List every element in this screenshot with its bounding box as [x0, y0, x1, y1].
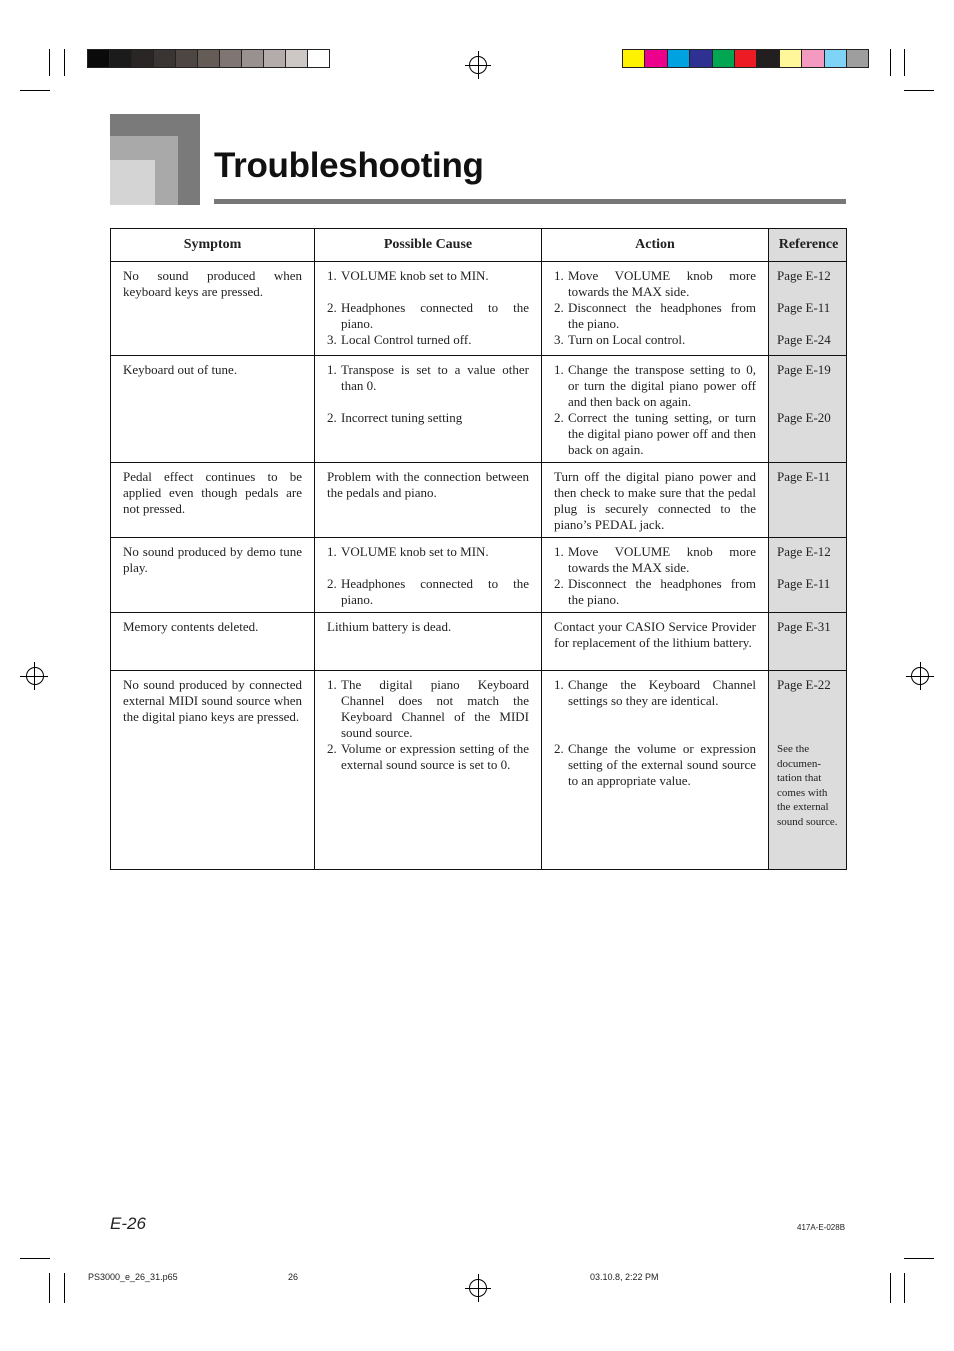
table-row [111, 538, 847, 613]
sheet-number: 26 [288, 1272, 299, 1282]
reference-cell [769, 262, 847, 356]
timestamp: 03.10.8, 2:22 PM [590, 1272, 659, 1282]
list-item: 2. Headphones connected to the piano. [327, 300, 529, 331]
color-swatch [644, 49, 667, 68]
symptom-cell: No sound produced by demo tune play. [111, 538, 315, 613]
document-code: 417A-E-028B [797, 1223, 846, 1232]
color-swatch [667, 49, 690, 68]
color-swatch [824, 49, 847, 68]
table-row [111, 671, 847, 870]
list-item: 1. Transpose is set to a value other than 0. [327, 362, 529, 393]
list-item: 1. VOLUME knob set to MIN. [327, 268, 489, 283]
list-item: 1. VOLUME knob set to MIN. [327, 544, 489, 559]
list-item: 2. Disconnect the headphones from the piano. [554, 300, 756, 331]
color-swatch [153, 49, 176, 68]
header-action: Action [542, 229, 769, 262]
color-swatch [175, 49, 198, 68]
color-swatch [734, 49, 757, 68]
title-rule [214, 199, 846, 204]
color-swatch [197, 49, 220, 68]
list-item: 1. Move VOLUME knob more towards the MAX side. [554, 544, 756, 575]
header-reference: Reference [769, 229, 847, 262]
list-item: 3. Turn on Local control. [554, 332, 686, 347]
list-item: 1. Change the Keyboard Channel settings so they are identical. [554, 677, 756, 708]
page-reference: Page E-19 [777, 362, 831, 377]
color-swatch [801, 49, 824, 68]
table-row [111, 262, 847, 356]
table-row [111, 463, 847, 538]
troubleshooting-table [110, 228, 847, 870]
list-item: 2. Disconnect the headphones from the piano. [554, 576, 756, 607]
file-name: PS3000_e_26_31.p65 [88, 1272, 178, 1282]
color-swatch [87, 49, 110, 68]
cause-cell: Lithium battery is dead. [315, 613, 542, 671]
reference-cell [769, 463, 847, 538]
color-swatch [846, 49, 869, 68]
list-item: 1. The digital piano Keyboard Channel does not match the Keyboard Channel of the MIDI sound source. [327, 677, 529, 740]
page-reference: Page E-12 [777, 544, 831, 559]
table-row [111, 356, 847, 463]
symptom-cell: Memory contents deleted. [111, 613, 315, 671]
color-swatch [219, 49, 242, 68]
action-cell [542, 671, 769, 870]
page-reference: Page E-20 [777, 410, 831, 425]
page-reference: Page E-11 [777, 300, 831, 315]
list-item: 2. Volume or expression setting of the external sound source is set to 0. [327, 741, 529, 772]
list-item: 2. Correct the tuning setting, or turn the digital piano power off and then back on again. [554, 410, 756, 457]
page-reference: Page E-11 [777, 576, 831, 591]
reference-cell [769, 538, 847, 613]
cause-cell [315, 356, 542, 463]
color-swatch [109, 49, 132, 68]
color-swatch [285, 49, 308, 68]
action-cell [542, 538, 769, 613]
page-reference: Page E-31 [777, 619, 831, 634]
page-number: E-26 [110, 1214, 146, 1233]
page-reference: Page E-11 [777, 469, 831, 484]
action-cell: Contact your CASIO Service Provider for replacement of the lithium battery. [542, 613, 769, 671]
reference-note: See the documen- tation that comes with the external sound source. [777, 743, 838, 828]
page-reference: Page E-12 [777, 268, 831, 283]
list-item: 1. Move VOLUME knob more towards the MAX side. [554, 268, 756, 299]
symptom-cell: Pedal effect continues to be applied even though pedals are not pressed. [111, 463, 315, 538]
color-swatch [689, 49, 712, 68]
color-swatch [779, 49, 802, 68]
cause-cell: Problem with the connection between the pedals and piano. [315, 463, 542, 538]
action-cell [542, 356, 769, 463]
color-swatch [756, 49, 779, 68]
page-reference: Page E-22 [777, 677, 831, 692]
color-swatch [307, 49, 330, 68]
color-swatch [712, 49, 735, 68]
reference-cell [769, 613, 847, 671]
list-item: 2. Headphones connected to the piano. [327, 576, 529, 607]
cause-cell [315, 671, 542, 870]
list-item: 3. Local Control turned off. [327, 332, 472, 347]
table-header-row [111, 229, 847, 262]
color-swatch [131, 49, 154, 68]
reference-cell [769, 671, 847, 870]
color-swatch [241, 49, 264, 68]
header-cause: Possible Cause [315, 229, 542, 262]
list-item: 1. Change the transpose setting to 0, or turn the digital piano power off and then back on again. [554, 362, 756, 409]
page-reference: Page E-24 [777, 332, 831, 347]
page-title: Troubleshooting [214, 146, 484, 185]
cause-cell [315, 262, 542, 356]
reference-cell [769, 356, 847, 463]
action-cell [542, 262, 769, 356]
table-row [111, 613, 847, 671]
cause-cell [315, 538, 542, 613]
symptom-cell: No sound produced by connected external MIDI sound source when the digital piano keys are pressed. [111, 671, 315, 870]
list-item: 2. Incorrect tuning setting [327, 410, 463, 425]
header-symptom: Symptom [111, 229, 315, 262]
symptom-cell: No sound produced when keyboard keys are pressed. [111, 262, 315, 356]
list-item: 2. Change the volume or expression setting of the external sound source to an appropriate value. [554, 741, 756, 788]
action-cell: Turn off the digital piano power and then check to make sure that the pedal plug is securely connected to the piano’s PEDAL jack. [542, 463, 769, 538]
symptom-cell: Keyboard out of tune. [111, 356, 315, 463]
color-swatch [263, 49, 286, 68]
color-swatch [622, 49, 645, 68]
